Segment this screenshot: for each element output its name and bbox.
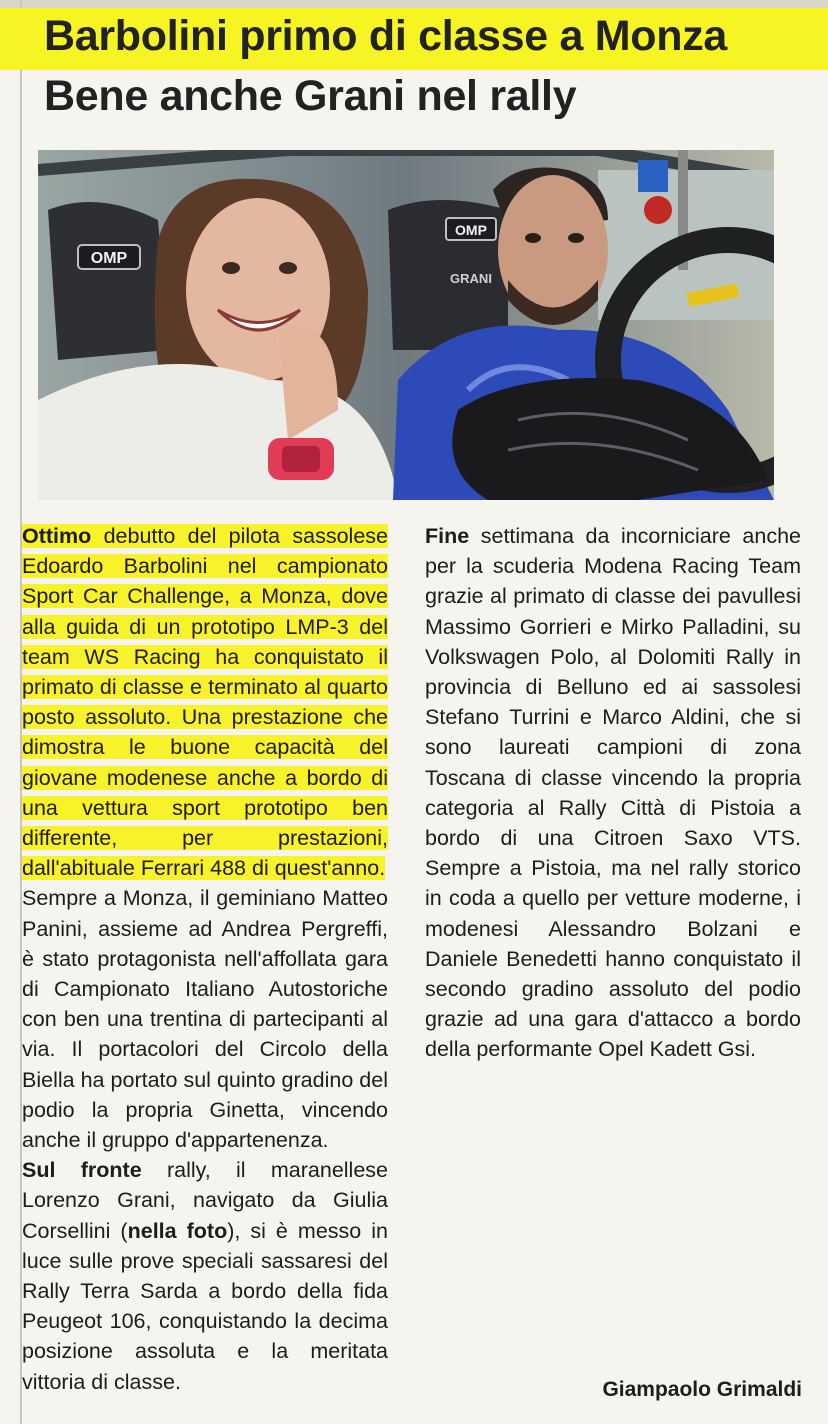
paragraph-text: Sempre a Monza, il geminiano Matteo Panini, assieme ad Andrea Pergreffi, è stato protagonista nell'affollata gara di Campionato Italiano Autostoriche con ben una trentina di partecipanti al via. Il portacolori del Circolo della Biella ha portato sul quinto gradino del podio la propria Ginetta, vincendo anche il gruppo d'appartenenza. [22, 886, 388, 1153]
author-byline: Giampaolo Grimaldi [602, 1378, 802, 1401]
rally-crew-photo [38, 150, 774, 500]
paragraph-4 [425, 521, 801, 1065]
highlighted-paragraph [22, 524, 388, 880]
paragraph-text: ), si è messo in luce sulle prove speciali sassaresi del Rally Terra Sarda a bordo della fida Peugeot 106, conquistando la decima posizione assoluta e la meritata vittoria di classe. [22, 1218, 388, 1394]
photo-reference: nella foto [127, 1218, 228, 1243]
paragraph-text: settimana da incorniciare anche per la scuderia Modena Racing Team grazie al primato di classe dei pavullesi Massimo Gorrieri e Mirko Palladini, su Volkswagen Polo, al Dolomiti Rally in provincia di Belluno ed ai sassolesi Stefano Turrini e Marco Aldini, che si sono laureati campioni di zona Toscana di classe vincendo la propria categoria al Rally Città di Pistoia a bordo di una Citroen Saxo VTS. Sempre a Pistoia, ma nel rally storico in coda a quello per vetture moderne, i modenesi Alessandro Bolzani e Daniele Benedetti hanno conquistato il secondo gradino assoluto del podio grazie ad una gara d'attacco a bordo della performante Opel Kadett Gsi. [425, 524, 801, 1062]
paragraph-lead: Sul fronte [22, 1158, 142, 1183]
paragraph-2 [22, 883, 388, 1155]
article-column-right [425, 521, 801, 1065]
paragraph-3 [22, 1155, 388, 1397]
subheadline: Bene anche Grani nel rally [44, 72, 577, 120]
paragraph-lead: Ottimo [22, 524, 92, 548]
paragraph-lead: Fine [425, 524, 470, 548]
paragraph-text: debutto del pilota sassolese Edoardo Barbolini nel campionato Sport Car Challenge, a Monza, dove alla guida di un prototipo LMP-3 del team WS Racing ha conquistato il primato di classe e terminato al quarto posto assoluto. Una prestazione che dimostra le buone capacità del giovane modenese anche a bordo di una vettura sport prototipo ben differente, per prestazioni, dall'abituale Ferrari 488 di quest'anno. [22, 524, 388, 881]
seat-logo-right: OMP [455, 222, 487, 238]
seat-logo-left: OMP [90, 250, 128, 267]
headline: Barbolini primo di classe a Monza [44, 12, 728, 60]
article-column-left [22, 521, 388, 1397]
paragraph-1 [22, 521, 388, 883]
article-photo [38, 150, 774, 500]
paragraph-text: rally, il maranellese Lorenzo Grani, navigato da Giulia Corsellini ( [22, 1158, 388, 1243]
top-edge [0, 0, 828, 8]
seat-name-right: GRANI [450, 271, 492, 286]
